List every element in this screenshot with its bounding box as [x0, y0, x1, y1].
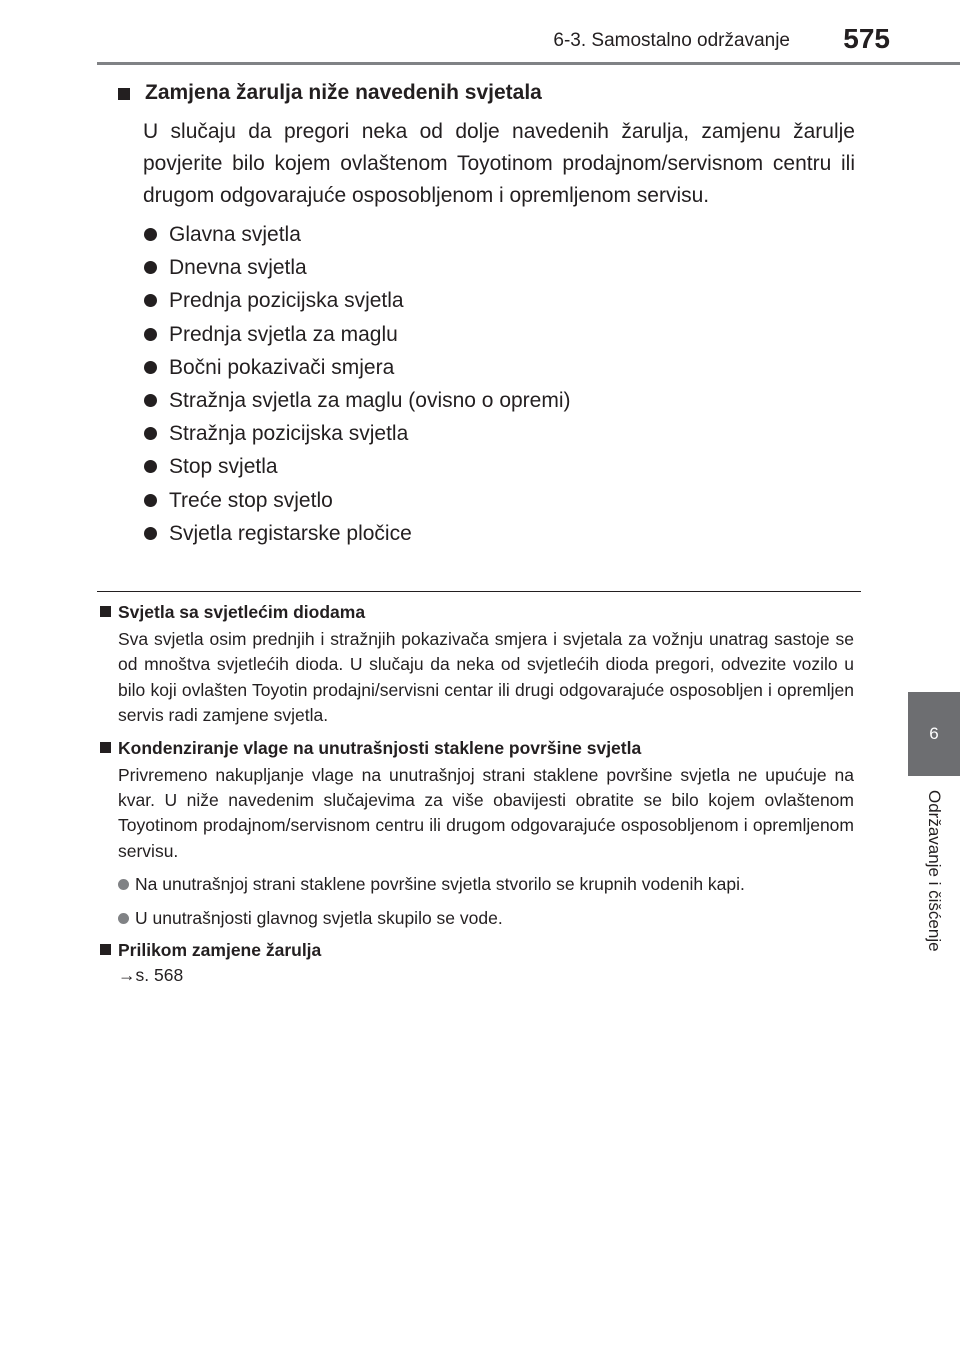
- bullet-dot-icon: [144, 494, 157, 507]
- section-divider: [97, 591, 861, 592]
- main-heading-text: Zamjena žarulja niže navedenih svjetala: [145, 81, 542, 104]
- condensation-list: [118, 872, 858, 931]
- list-item: Stražnja svjetla za maglu (ovisno o opremi): [143, 384, 858, 417]
- list-item: Treće stop svjetlo: [143, 484, 858, 517]
- notes-section: [100, 601, 856, 986]
- bullet-dot-icon: [144, 361, 157, 374]
- bullet-dot-icon: [144, 527, 157, 540]
- running-header-title: 6-3. Samostalno održavanje: [553, 30, 790, 51]
- bullet-dot-icon: [118, 913, 129, 924]
- list-item: Glavna svjetla: [143, 218, 858, 251]
- list-item: U unutrašnjosti glavnog svjetla skupilo se vode.: [118, 906, 858, 931]
- list-item: Prednja svjetla za maglu: [143, 318, 858, 351]
- bullet-dot-icon: [144, 228, 157, 241]
- square-bullet-icon: [100, 606, 111, 617]
- list-item: Bočni pokazivači smjera: [143, 351, 858, 384]
- square-bullet-icon: [100, 742, 111, 753]
- chapter-tab: 6: [908, 692, 960, 776]
- replacing-heading: Prilikom zamjene žarulja: [100, 939, 856, 961]
- led-text: Sva svjetla osim prednjih i stražnjih pokazivača smjera i svjetala za vožnju unatrag sastoje se od mnoštva svjetlećih dioda. U slučaju da neka od svjetlećih dioda pregori, odvezite vozilo u bilo koji ovlašten Toyotin prodajni/servisni centar ili drugi odgovarajuće osposobljen i opremljen servis radi zamjene svjetla.: [118, 629, 854, 726]
- list-item: Prednja pozicijska svjetla: [143, 284, 858, 317]
- list-item: Na unutrašnjoj strani staklene površine svjetla stvorilo se krupnih vodenih kapi.: [118, 872, 858, 897]
- list-item: Stražnja pozicijska svjetla: [143, 417, 858, 450]
- bullet-dot-icon: [144, 261, 157, 274]
- bullet-dot-icon: [144, 460, 157, 473]
- page-number: 575: [843, 23, 890, 54]
- square-bullet-icon: [118, 88, 130, 100]
- square-bullet-icon: [100, 944, 111, 955]
- list-item: Svjetla registarske pločice: [143, 517, 858, 550]
- condensation-heading: Kondenziranje vlage na unutrašnjosti staklene površine svjetla: [100, 737, 856, 759]
- bullet-dot-icon: [144, 294, 157, 307]
- main-heading: [118, 80, 858, 106]
- bullet-dot-icon: [118, 879, 129, 890]
- condensation-text: Privremeno nakupljanje vlage na unutrašnjoj strani staklene površine svjetla ne upućuje na kvar. U niže navedenim slučajevima za više obavijesti obratite se bilo kojem ovlaštenom Toyotinom prodajnom/servisnom centru ili drugom odgovarajuće osposobljenom i opremljenom servisu.: [118, 764, 854, 861]
- led-heading: Svjetla sa svjetlećim diodama: [100, 601, 856, 623]
- bullet-dot-icon: [144, 394, 157, 407]
- bullet-dot-icon: [144, 328, 157, 341]
- header-rule: [97, 62, 960, 65]
- bullet-dot-icon: [144, 427, 157, 440]
- main-section: [118, 80, 858, 550]
- bulb-list: [143, 218, 858, 550]
- page-reference-link[interactable]: →s. 568: [118, 965, 184, 986]
- chapter-title-text: Održavanje i čišćenje: [925, 790, 944, 952]
- main-intro: U slučaju da pregori neka od dolje navedenih žarulja, zamjenu žarulje povjerite bilo kojem ovlaštenom Toyotinom prodajnom/servisnom centru ili drugom odgovarajuće osposobljenom i opremljenom servisu.: [143, 120, 855, 207]
- list-item: Dnevna svjetla: [143, 251, 858, 284]
- list-item: Stop svjetla: [143, 450, 858, 483]
